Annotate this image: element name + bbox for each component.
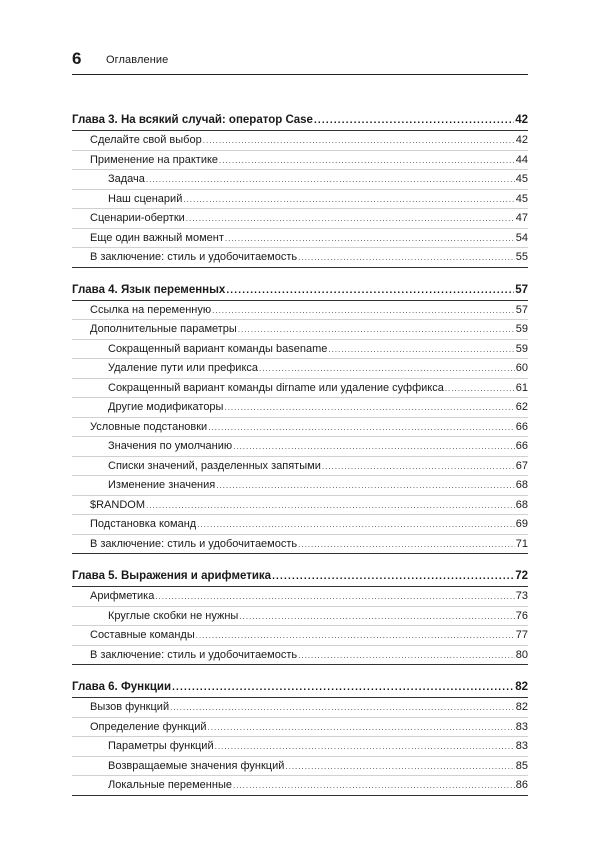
dot-leader: [172, 678, 514, 698]
toc-entry-page-number: 42: [515, 114, 528, 126]
toc-entry-title: Задача: [108, 173, 145, 185]
toc-chapter-entry[interactable]: [72, 566, 528, 587]
dot-leader: [203, 132, 515, 151]
toc-entry-title: Другие модификаторы: [108, 401, 224, 413]
toc-entry-page-number: 61: [515, 381, 528, 394]
chapter-block: [72, 677, 528, 796]
dot-leader: [208, 419, 515, 438]
toc-entry-page-number: 82: [515, 681, 528, 693]
toc-subsection-entry[interactable]: [72, 189, 528, 209]
dot-leader: [233, 777, 515, 796]
toc-subsection-entry[interactable]: [72, 475, 528, 495]
dot-leader: [208, 719, 515, 738]
running-title: Оглавление: [106, 54, 169, 66]
toc-section-entry[interactable]: [72, 717, 528, 737]
toc-entry-page-number: 59: [515, 342, 528, 355]
toc-section-entry[interactable]: [72, 301, 528, 320]
toc-entry-title: Круглые скобки не нужны: [108, 609, 239, 622]
toc-entry-page-number: 71: [515, 537, 528, 550]
toc-subsection-entry[interactable]: [72, 775, 528, 795]
toc-entry-page-number: 72: [515, 570, 528, 582]
toc-entry-page-number: 77: [515, 629, 528, 641]
toc-entry-page-number: 44: [515, 153, 528, 166]
toc-entry-title: Ссылка на переменную: [90, 303, 212, 316]
toc-entry-title: Глава 3. На всякий случай: оператор Case: [72, 114, 313, 126]
toc-entry-title: Подстановка команд: [90, 518, 197, 530]
toc-entry-title: Глава 5. Выражения и арифметика: [72, 570, 272, 582]
toc-entry-title: В заключение: стиль и удобочитаемость: [90, 251, 298, 263]
toc-section-entry[interactable]: [72, 247, 528, 267]
toc-entry-page-number: 57: [515, 303, 528, 316]
toc-entry-page-number: 83: [515, 740, 528, 752]
toc-subsection-entry[interactable]: [72, 436, 528, 456]
dot-leader: [238, 321, 515, 340]
toc-entry-title: Изменение значения: [108, 479, 216, 491]
toc-section-entry[interactable]: [72, 319, 528, 339]
toc-chapter-entry[interactable]: [72, 110, 528, 131]
toc-section-entry[interactable]: [72, 625, 528, 645]
toc-subsection-entry[interactable]: [72, 606, 528, 626]
toc-subsection-entry[interactable]: [72, 756, 528, 776]
dot-leader: [322, 458, 515, 477]
toc-entry-title: Еще один важный момент: [90, 231, 224, 244]
toc-entry-title: Сокращенный вариант команды basename: [108, 342, 328, 355]
toc-subsection-entry[interactable]: [72, 397, 528, 417]
toc-section-entry[interactable]: [72, 495, 528, 515]
toc-section-entry[interactable]: [72, 150, 528, 170]
toc-chapter-entry[interactable]: [72, 677, 528, 698]
dot-leader: [225, 230, 515, 249]
toc-entry-title: Условные подстановки: [90, 420, 208, 433]
toc-entry-page-number: 45: [515, 192, 528, 205]
toc-entry-page-number: 47: [515, 212, 528, 224]
dot-leader: [314, 111, 514, 131]
toc-entry-page-number: 66: [515, 440, 528, 452]
toc-entry-page-number: 62: [515, 401, 528, 413]
dot-leader: [155, 588, 514, 607]
toc-entry-page-number: 66: [515, 420, 528, 433]
toc-subsection-entry[interactable]: [72, 456, 528, 476]
toc-section-entry[interactable]: [72, 534, 528, 554]
toc-entry-title: В заключение: стиль и удобочитаемость: [90, 537, 298, 550]
dot-leader: [215, 738, 515, 757]
toc-entry-title: Удаление пути или префикса: [108, 362, 258, 374]
dot-leader: [219, 152, 515, 171]
toc-entry-title: Параметры функций: [108, 740, 214, 752]
toc-entry-page-number: 54: [515, 231, 528, 244]
toc-entry-title: Составные команды: [90, 629, 195, 641]
toc-entry-title: Применение на практике: [90, 153, 219, 166]
table-of-contents: [72, 110, 528, 808]
toc-entry-title: Возвращаемые значения функций: [108, 759, 285, 772]
toc-entry-page-number: 68: [515, 479, 528, 491]
dot-leader: [216, 477, 515, 496]
toc-entry-title: Определение функций: [90, 720, 207, 733]
toc-entry-title: Глава 4. Язык переменных: [72, 283, 226, 296]
dot-leader: [285, 758, 514, 777]
chapter-block: [72, 280, 528, 555]
toc-section-entry[interactable]: [72, 131, 528, 150]
chapter-block: [72, 110, 528, 268]
dot-leader: [259, 360, 515, 379]
page-header: [72, 48, 528, 72]
toc-entry-page-number: 68: [515, 498, 528, 511]
toc-entry-title: Наш сценарий: [108, 192, 183, 205]
dot-leader: [196, 627, 515, 646]
toc-entry-page-number: 83: [515, 720, 528, 733]
toc-entry-title: Дополнительные параметры: [90, 323, 237, 335]
dot-leader: [212, 302, 515, 321]
toc-subsection-entry[interactable]: [72, 736, 528, 756]
toc-entry-page-number: 42: [515, 134, 528, 146]
toc-subsection-entry[interactable]: [72, 169, 528, 189]
toc-subsection-entry[interactable]: [72, 378, 528, 398]
toc-section-entry[interactable]: [72, 208, 528, 228]
toc-entry-page-number: 86: [515, 779, 528, 791]
toc-entry-page-number: 67: [515, 459, 528, 472]
toc-entry-title: Глава 6. Функции: [72, 681, 172, 693]
toc-section-entry[interactable]: [72, 417, 528, 437]
dot-leader: [445, 380, 515, 399]
toc-entry-title: В заключение: стиль и удобочитаемость: [90, 648, 298, 661]
toc-subsection-entry[interactable]: [72, 358, 528, 378]
toc-section-entry[interactable]: [72, 587, 528, 606]
toc-entry-title: Сокращенный вариант команды dirname или удаление суффикса: [108, 381, 444, 394]
toc-section-entry[interactable]: [72, 645, 528, 665]
dot-leader: [328, 341, 514, 360]
dot-leader: [233, 438, 515, 457]
toc-entry-page-number: 76: [515, 609, 528, 622]
dot-leader: [170, 699, 515, 718]
toc-entry-title: Вызов функций: [90, 701, 170, 713]
toc-entry-page-number: 55: [515, 251, 528, 263]
chapter-block: [72, 566, 528, 665]
dot-leader: [298, 536, 515, 555]
toc-subsection-entry[interactable]: [72, 339, 528, 359]
dot-leader: [298, 249, 515, 268]
toc-entry-title: Значения по умолчанию: [108, 440, 233, 452]
toc-section-entry[interactable]: [72, 514, 528, 534]
toc-entry-page-number: 45: [515, 173, 528, 185]
dot-leader: [224, 399, 514, 418]
page-number: 6: [72, 49, 82, 68]
dot-leader: [298, 647, 515, 666]
toc-chapter-entry[interactable]: [72, 280, 528, 301]
toc-entry-page-number: 60: [515, 362, 528, 374]
toc-entry-page-number: 59: [515, 323, 528, 335]
toc-entry-title: Локальные переменные: [108, 779, 232, 791]
dot-leader: [146, 497, 515, 516]
dot-leader: [146, 171, 515, 190]
header-divider: [72, 74, 528, 75]
dot-leader: [239, 608, 514, 627]
dot-leader: [272, 567, 514, 587]
toc-entry-page-number: 57: [515, 283, 528, 296]
toc-entry-title: Сделайте свой выбор: [90, 134, 202, 146]
dot-leader: [197, 516, 515, 535]
toc-entry-page-number: 82: [515, 701, 528, 713]
toc-entry-page-number: 73: [515, 590, 528, 602]
toc-section-entry[interactable]: [72, 228, 528, 248]
toc-entry-page-number: 69: [515, 518, 528, 530]
toc-section-entry[interactable]: [72, 698, 528, 717]
toc-entry-title: Списки значений, разделенных запятыми: [108, 459, 321, 472]
toc-entry-title: Сценарии-обертки: [90, 212, 185, 224]
toc-entry-title: Арифметика: [90, 590, 155, 602]
toc-entry-title: $RANDOM: [90, 498, 146, 511]
dot-leader: [226, 281, 514, 301]
dot-leader: [186, 210, 515, 229]
dot-leader: [183, 191, 514, 210]
toc-entry-page-number: 85: [515, 759, 528, 772]
toc-entry-page-number: 80: [515, 648, 528, 661]
